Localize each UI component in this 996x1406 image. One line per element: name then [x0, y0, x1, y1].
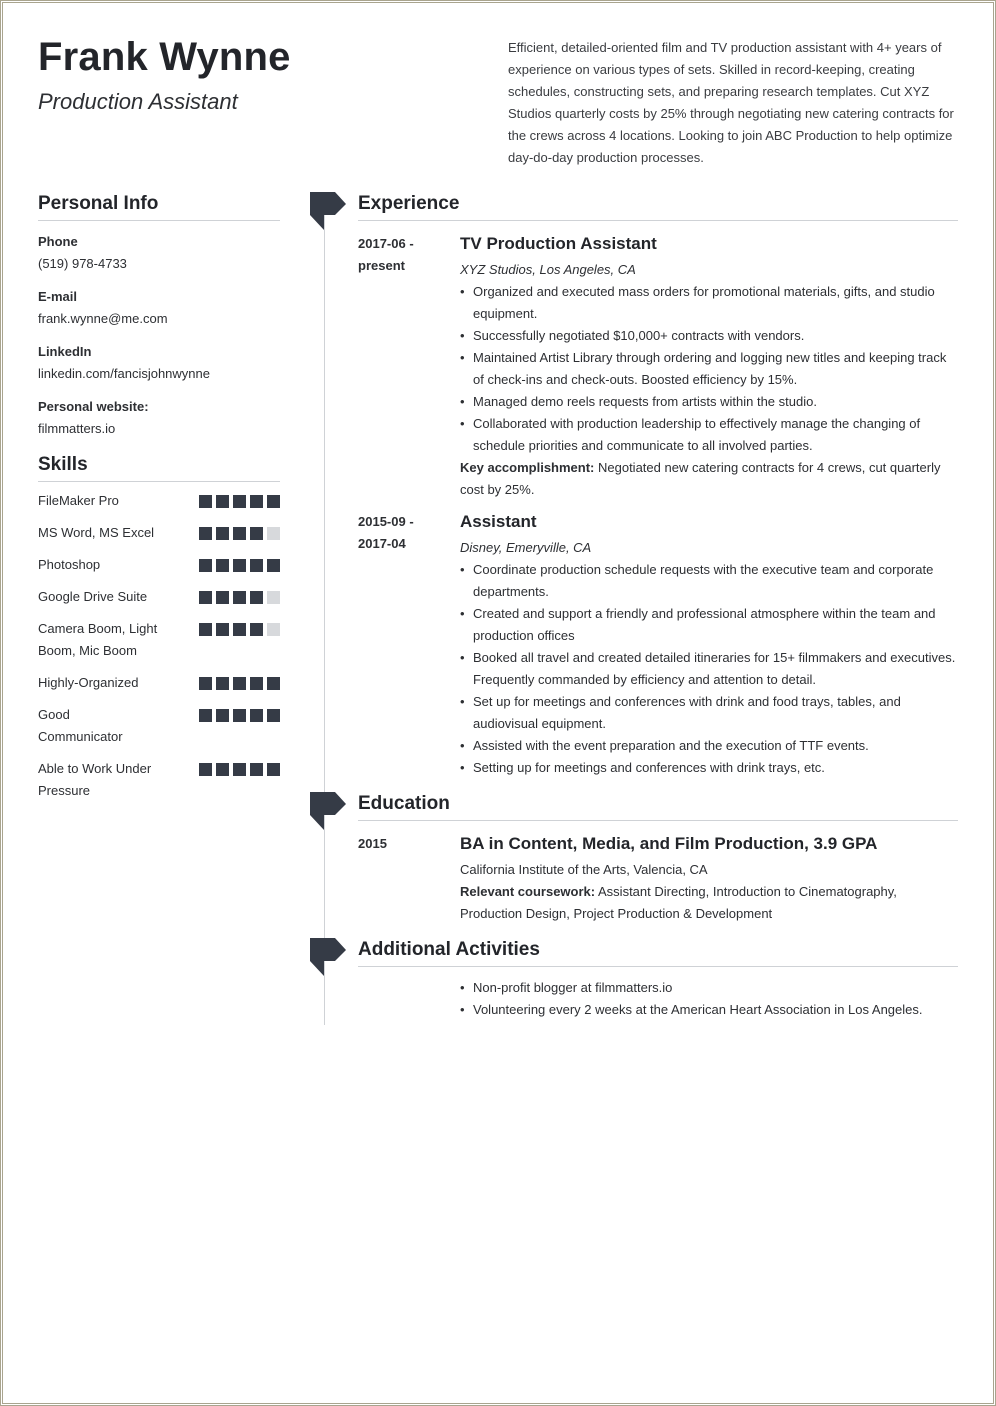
rating-filled-square [233, 559, 246, 572]
skill-row [38, 704, 280, 748]
skills-list [38, 490, 280, 802]
rating-filled-square [199, 495, 212, 508]
coursework-text: Assistant Directing, Introduction to Cinematography, Production Design, Project Production & Development [460, 884, 897, 921]
rating-filled-square [216, 623, 229, 636]
rating-filled-square [233, 763, 246, 776]
key-accomplishment-label: Key accomplishment: [460, 460, 595, 475]
skill-rating [199, 677, 280, 690]
email-value: frank.wynne@me.com [38, 311, 168, 326]
list-item: • Coordinate production schedule requests with the executive team and corporate departments. [460, 559, 958, 603]
key-accomplishment-text: Negotiated new catering contracts for 4 crews, cut quarterly cost by 25%. [460, 460, 941, 497]
rating-filled-square [267, 709, 280, 722]
skill-name: Photoshop [38, 557, 101, 572]
experience-heading: Experience [358, 193, 958, 221]
list-item: • Managed demo reels requests from artists within the studio. [460, 391, 958, 413]
rating-filled-square [233, 591, 246, 604]
job-entry [358, 511, 958, 779]
skill-rating [199, 763, 280, 776]
rating-filled-square [216, 527, 229, 540]
rating-filled-square [250, 709, 263, 722]
list-item: • Setting up for meetings and conferences with drink trays, etc. [460, 757, 958, 779]
rating-filled-square [250, 495, 263, 508]
list-item: • Set up for meetings and conferences with drink and food trays, tables, and audiovisual equipment. [460, 691, 958, 735]
rating-filled-square [216, 495, 229, 508]
rating-filled-square [199, 677, 212, 690]
skill-row [38, 586, 280, 608]
skill-name: MS Word, MS Excel [38, 525, 155, 540]
rating-filled-square [216, 763, 229, 776]
website-label: Personal website: [38, 399, 149, 414]
rating-filled-square [233, 623, 246, 636]
personal-info-heading: Personal Info [38, 193, 280, 221]
phone-value: (519) 978-4733 [38, 256, 127, 271]
rating-filled-square [216, 709, 229, 722]
rating-filled-square [233, 677, 246, 690]
job-title: Production Assistant [38, 89, 238, 114]
rating-filled-square [267, 559, 280, 572]
email-label: E-mail [38, 289, 78, 304]
job-bullets [460, 559, 958, 779]
activities-date-spacer [358, 977, 460, 1021]
candidate-name: Frank Wynne [38, 35, 291, 79]
list-item: • Booked all travel and created detailed itineraries for 15+ filmmakers and executives. Frequently commanded by efficiency and attention to detail. [460, 647, 958, 691]
job-role: TV Production Assistant [460, 234, 657, 253]
section-flag-icon [310, 938, 346, 976]
skill-rating [199, 623, 280, 636]
skill-name: Highly-Organized [38, 675, 139, 690]
rating-filled-square [216, 591, 229, 604]
job-company: XYZ Studios, Los Angeles, CA [460, 262, 636, 277]
list-item: • Created and support a friendly and professional atmosphere within the team and production offices [460, 603, 958, 647]
coursework [460, 881, 958, 925]
list-item: • Collaborated with production leadership to effectively manage the changing of schedule priorities and communicate to all involved parties. [460, 413, 958, 457]
section-flag-icon [310, 192, 346, 230]
rating-filled-square [250, 677, 263, 690]
key-accomplishment [460, 457, 958, 501]
skill-rating [199, 559, 280, 572]
list-item: • Non-profit blogger at filmmatters.io [460, 977, 958, 999]
education-date: 2015 [358, 836, 387, 851]
activities-heading: Additional Activities [358, 939, 958, 967]
skills-heading: Skills [38, 454, 280, 482]
phone-label: Phone [38, 234, 78, 249]
rating-filled-square [267, 677, 280, 690]
rating-filled-square [250, 559, 263, 572]
education-section [358, 793, 958, 925]
skill-rating [199, 495, 280, 508]
skill-row [38, 672, 280, 694]
job-role: Assistant [460, 512, 537, 531]
rating-filled-square [199, 709, 212, 722]
list-item: • Volunteering every 2 weeks at the American Heart Association in Los Angeles. [460, 999, 958, 1021]
rating-filled-square [199, 527, 212, 540]
skill-row [38, 490, 280, 512]
skill-name: Camera Boom, Light Boom, Mic Boom [38, 621, 158, 658]
list-item: • Maintained Artist Library through ordering and logging new titles and keeping track of check-ins and check-outs. Boosted efficiency by 15%. [460, 347, 958, 391]
skill-rating [199, 527, 280, 540]
rating-filled-square [199, 623, 212, 636]
rating-empty-square [267, 527, 280, 540]
job-date: 2015-09 - 2017-04 [358, 514, 414, 551]
list-item: • Assisted with the event preparation and the execution of TTF events. [460, 735, 958, 757]
rating-filled-square [250, 763, 263, 776]
timeline-line [324, 213, 325, 1025]
linkedin-label: LinkedIn [38, 344, 92, 359]
rating-filled-square [267, 495, 280, 508]
job-bullets [460, 281, 958, 457]
rating-filled-square [216, 559, 229, 572]
activities-section [358, 939, 958, 1021]
rating-filled-square [250, 591, 263, 604]
job-entry [358, 233, 958, 501]
rating-filled-square [216, 677, 229, 690]
coursework-label: Relevant coursework: [460, 884, 596, 899]
skill-row [38, 758, 280, 802]
activities-bullets [460, 977, 958, 1021]
list-item: • Organized and executed mass orders for promotional materials, gifts, and studio equipment. [460, 281, 958, 325]
rating-filled-square [233, 495, 246, 508]
rating-filled-square [199, 763, 212, 776]
skill-row [38, 554, 280, 576]
skill-name: FileMaker Pro [38, 493, 119, 508]
experience-section [358, 193, 958, 779]
rating-filled-square [250, 527, 263, 540]
skill-row [38, 618, 280, 662]
rating-filled-square [267, 763, 280, 776]
job-date: 2017-06 - present [358, 236, 414, 273]
rating-empty-square [267, 623, 280, 636]
skill-name: Good Communicator [38, 707, 123, 744]
education-school: California Institute of the Arts, Valencia, CA [460, 862, 708, 877]
job-company: Disney, Emeryville, CA [460, 540, 592, 555]
skill-name: Able to Work Under Pressure [38, 761, 152, 798]
section-flag-icon [310, 792, 346, 830]
rating-filled-square [199, 591, 212, 604]
education-heading: Education [358, 793, 958, 821]
skill-row [38, 522, 280, 544]
rating-empty-square [267, 591, 280, 604]
website-value: filmmatters.io [38, 421, 116, 436]
rating-filled-square [233, 709, 246, 722]
activities-entry [358, 977, 958, 1021]
skill-rating [199, 709, 280, 722]
left-column [38, 193, 280, 812]
rating-filled-square [199, 559, 212, 572]
education-entry [358, 833, 958, 925]
rating-filled-square [233, 527, 246, 540]
skill-rating [199, 591, 280, 604]
education-degree: BA in Content, Media, and Film Production, 3.9 GPA [460, 834, 878, 853]
list-item: • Successfully negotiated $10,000+ contracts with vendors. [460, 325, 958, 347]
linkedin-value: linkedin.com/fancisjohnwynne [38, 366, 210, 381]
rating-filled-square [250, 623, 263, 636]
skill-name: Google Drive Suite [38, 589, 148, 604]
summary: Efficient, detailed-oriented film and TV production assistant with 4+ years of experience on various types of sets. Skilled in record-keeping, creating schedules, constructing sets, and preparing research templates. Cut XYZ Studios quarterly costs by 25% through negotiating new catering contracts for the crews across 4 locations. Looking to join ABC Production to help optimize day-do-day production processes. [508, 40, 954, 165]
